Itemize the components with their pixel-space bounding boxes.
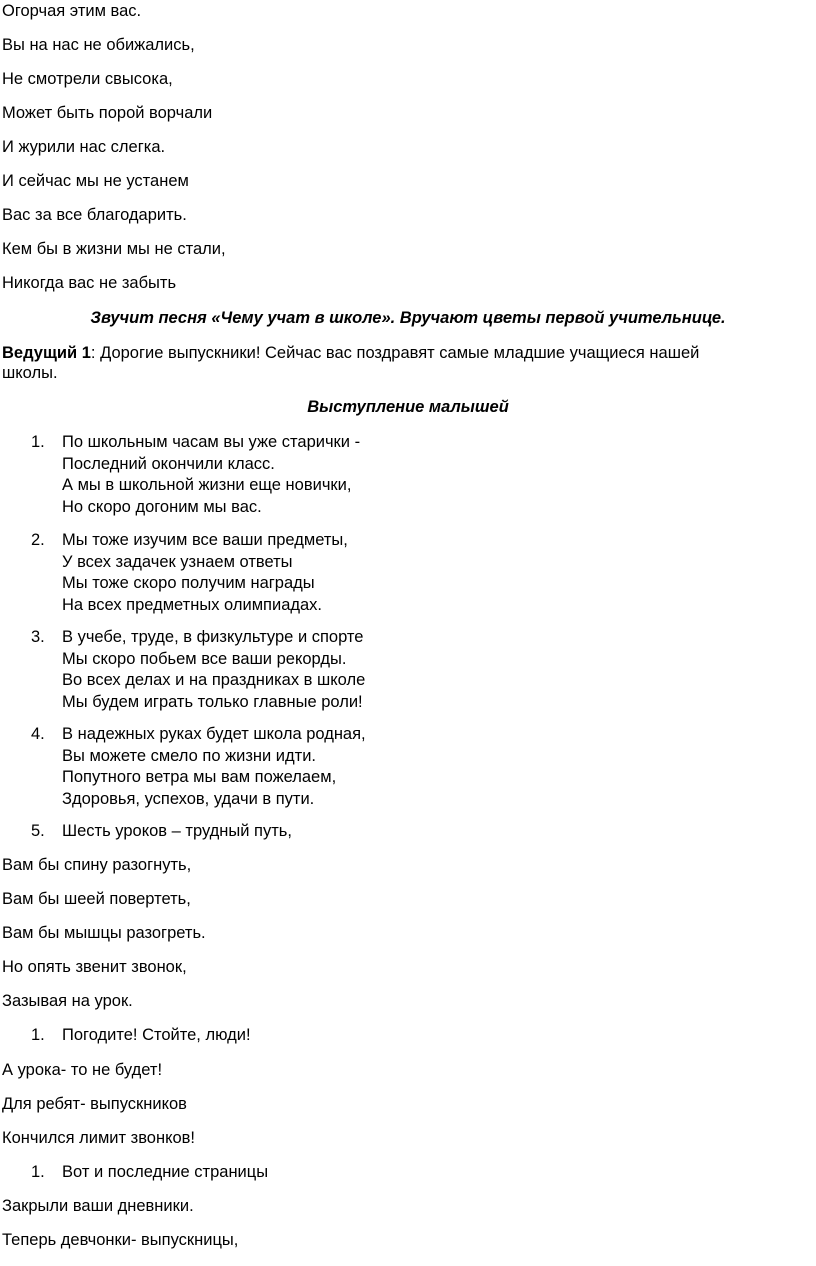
list-number: 5. — [31, 822, 45, 840]
verse-line: Последний окончили класс. — [62, 454, 275, 473]
verse-line: Мы тоже скоро получим награды — [62, 574, 315, 592]
list-number: 1. — [31, 433, 45, 451]
verse-line: Во всех делах и на праздниках в школе — [62, 671, 366, 689]
poem-line: Вам бы мышцы разогреть. — [2, 924, 206, 942]
poem-line: Не смотрели свысока, — [2, 70, 173, 88]
verse-lines — [62, 530, 348, 616]
poem-line: Может быть порой ворчали — [2, 104, 213, 122]
verse-line: А мы в школьной жизни еще новички, — [62, 476, 352, 494]
verse-line: В надежных руках будет школа родная, — [62, 725, 366, 743]
verse-line: У всех задачек узнаем ответы — [62, 552, 293, 571]
list-number: 3. — [31, 628, 45, 646]
verse-lines — [62, 627, 365, 713]
poem-line: И журили нас слегка. — [2, 138, 166, 156]
poem-line: Для ребят- выпускников — [2, 1095, 187, 1113]
poem-line: И сейчас мы не устанем — [2, 172, 189, 190]
verse-line: Вот и последние страницы — [62, 1163, 269, 1181]
verse-line: Но скоро догоним мы вас. — [62, 497, 262, 516]
list-number: 1. — [31, 1163, 45, 1181]
verse-lines — [62, 821, 292, 843]
host-paragraph — [2, 343, 802, 383]
poem-line: Кем бы в жизни мы не стали, — [2, 240, 226, 258]
stage-direction: Звучит песня «Чему учат в школе». Вручают цветы первой учительнице. — [90, 309, 726, 327]
poem-line: Огорчая этим вас. — [2, 2, 142, 20]
verse-lines — [62, 1025, 251, 1047]
verse-lines — [62, 432, 360, 518]
verse-line: Мы будем играть только главные роли! — [62, 692, 363, 711]
verse-line: Мы скоро побьем все ваши рекорды. — [62, 649, 347, 668]
verse-line: Здоровья, успехов, удачи в пути. — [62, 789, 315, 808]
poem-line: Кончился лимит звонков! — [2, 1129, 196, 1147]
verse-line: Шесть уроков – трудный путь, — [62, 822, 292, 840]
poem-line: А урока- то не будет! — [2, 1061, 163, 1079]
list-number: 1. — [31, 1026, 45, 1044]
verse-line: Погодите! Стойте, люди! — [62, 1026, 251, 1044]
poem-line: Вас за все благодарить. — [2, 206, 187, 224]
poem-line: Вы на нас не обижались, — [2, 36, 195, 54]
verse-lines — [62, 1162, 268, 1184]
verse-lines — [62, 724, 366, 810]
host-text-continued: школы. — [2, 364, 58, 382]
verse-line: Вы можете смело по жизни идти. — [62, 746, 317, 765]
poem-line: Вам бы спину разогнуть, — [2, 856, 192, 874]
host-text: : Дорогие выпускники! Сейчас вас поздравят самые младшие учащиеся нашей — [90, 344, 700, 362]
poem-line: Зазывая на урок. — [2, 992, 133, 1010]
poem-line: Никогда вас не забыть — [2, 274, 177, 292]
poem-line: Теперь девчонки- выпускницы, — [2, 1231, 239, 1249]
poem-line: Вам бы шеей повертеть, — [2, 890, 191, 908]
stage-direction-subtitle: Выступление малышей — [307, 398, 509, 416]
verse-line: На всех предметных олимпиадах. — [62, 595, 323, 614]
verse-line: По школьным часам вы уже старички - — [62, 433, 361, 451]
verse-line: В учебе, труде, в физкультуре и спорте — [62, 628, 364, 646]
verse-line: Мы тоже изучим все ваши предметы, — [62, 531, 348, 549]
poem-line: Закрыли ваши дневники. — [2, 1197, 194, 1215]
list-number: 2. — [31, 531, 45, 549]
speaker-name: Ведущий 1 — [2, 344, 91, 362]
verse-line: Попутного ветра мы вам пожелаем, — [62, 768, 337, 786]
list-number: 4. — [31, 725, 45, 743]
poem-line: Но опять звенит звонок, — [2, 958, 187, 976]
